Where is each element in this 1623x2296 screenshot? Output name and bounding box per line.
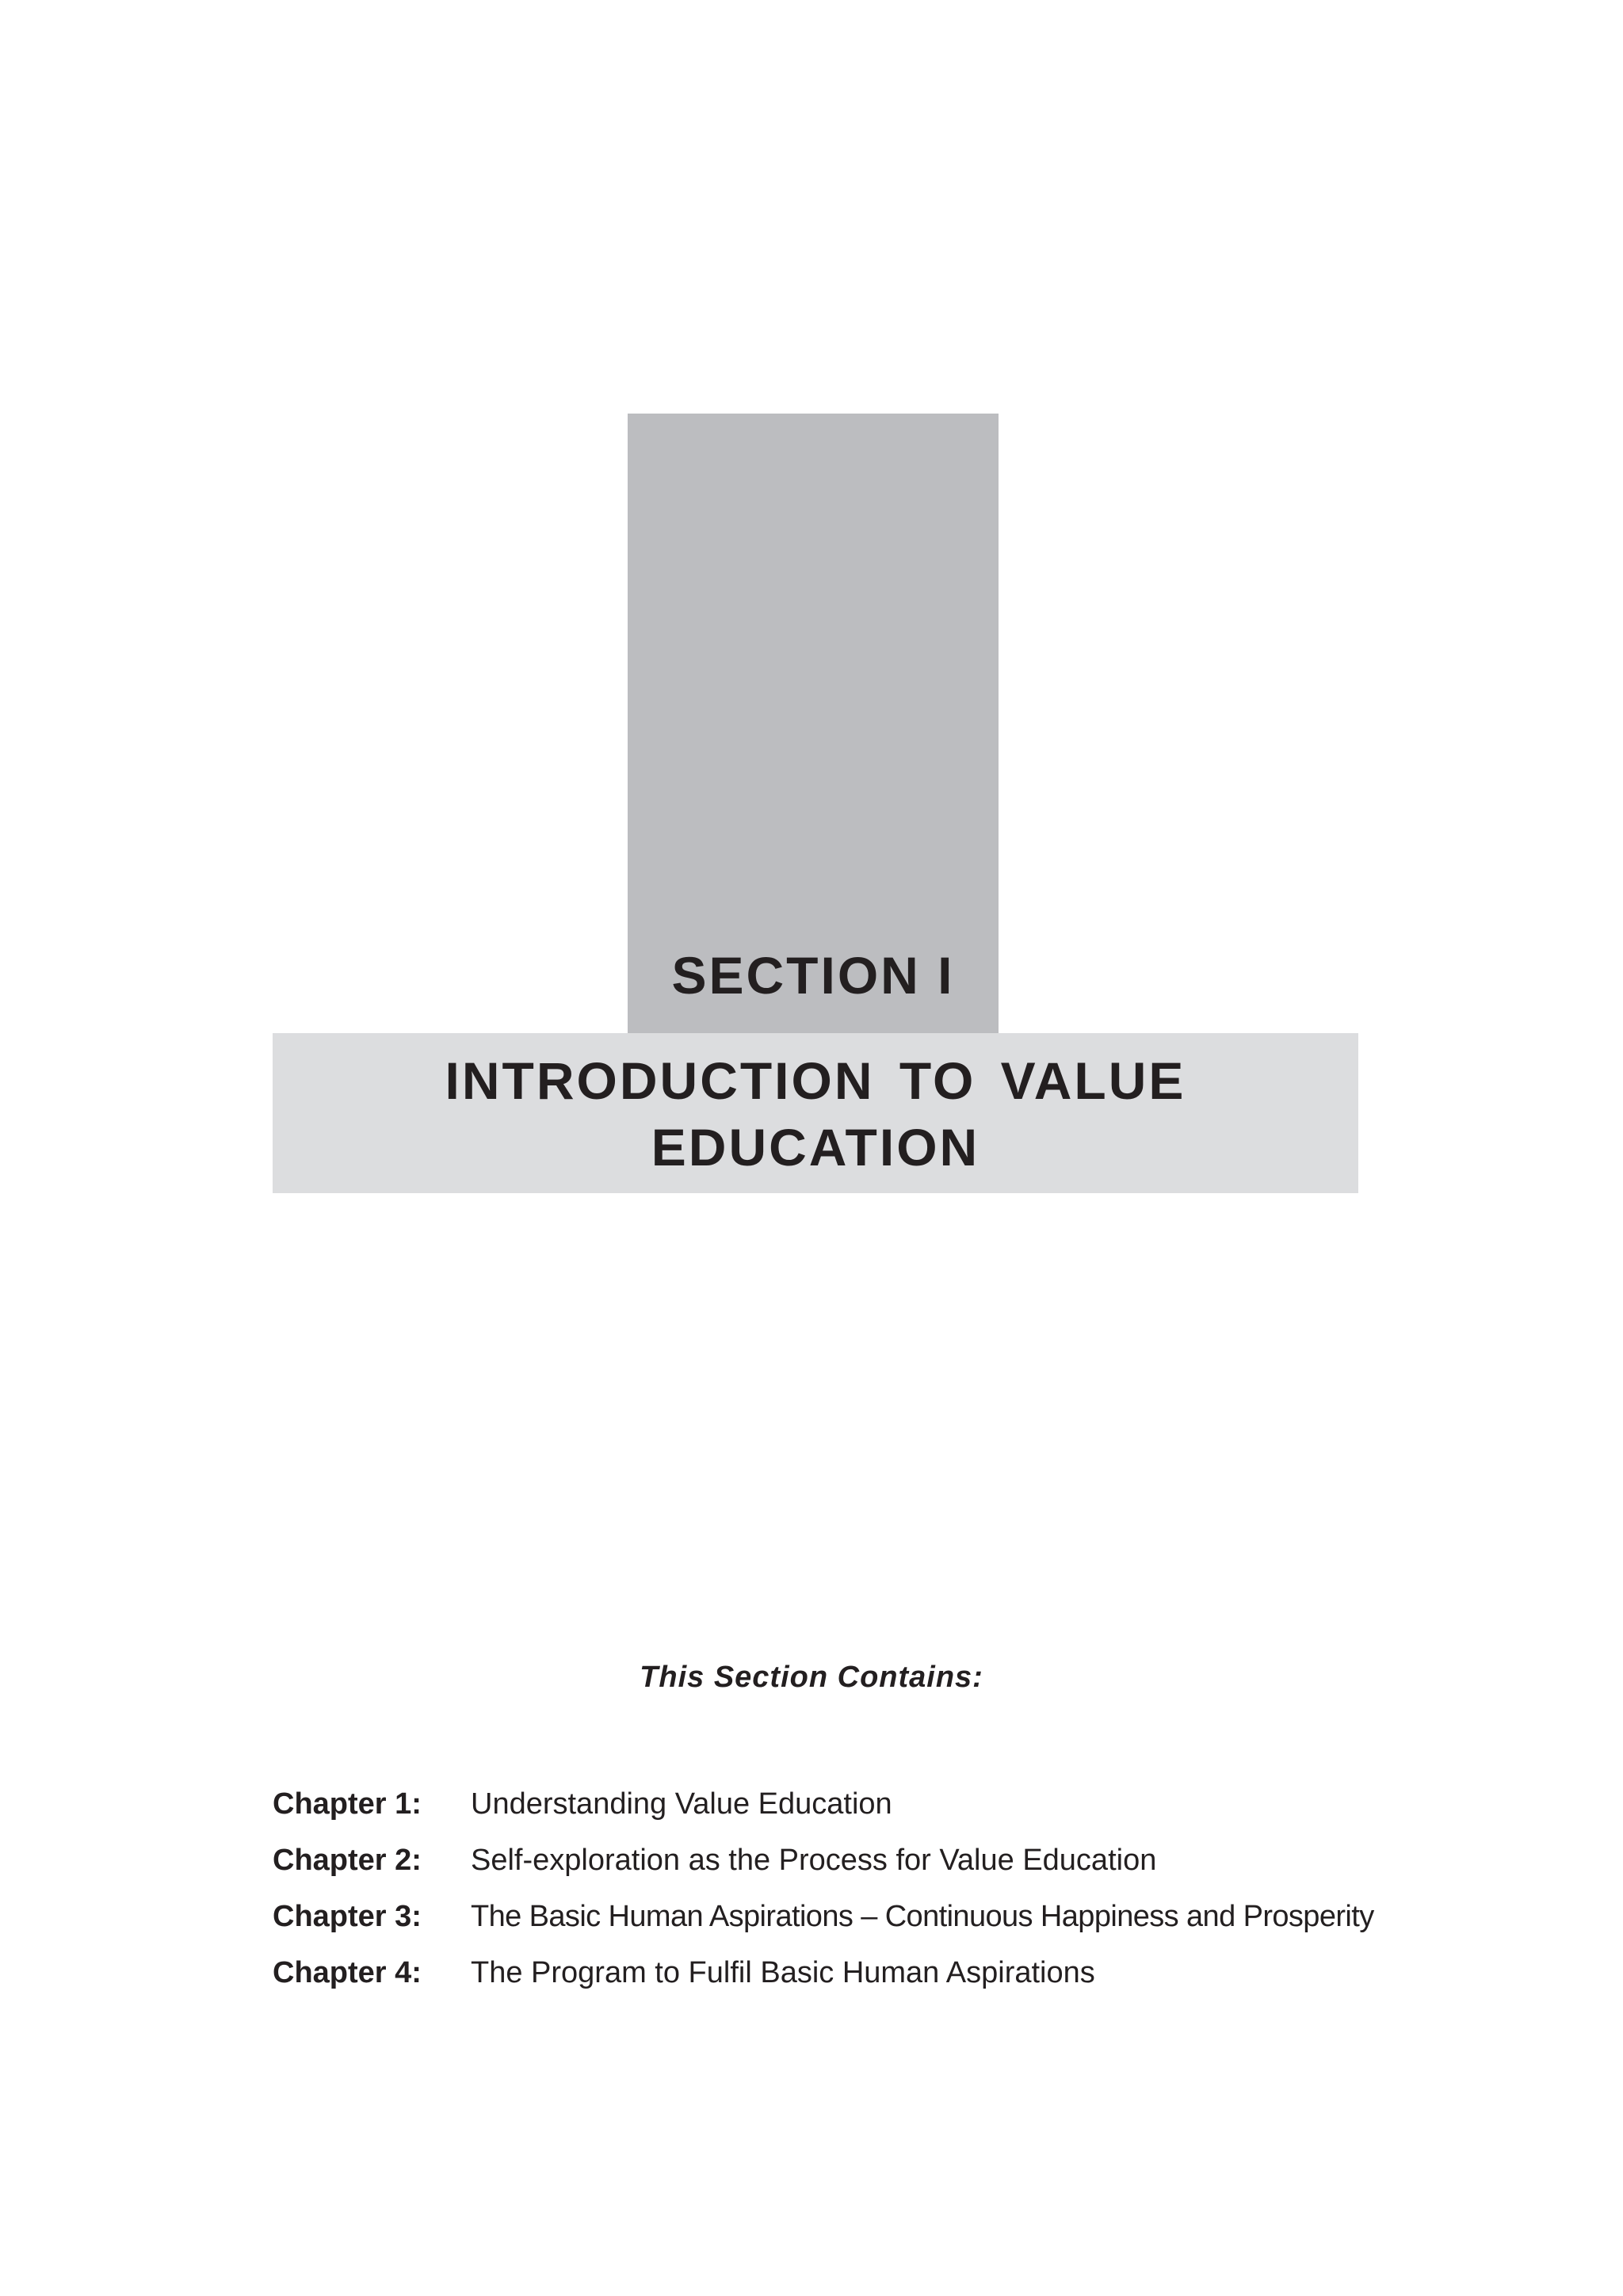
section-number-label: SECTION I bbox=[671, 946, 955, 1005]
chapter-number: Chapter 3: bbox=[273, 1900, 422, 1933]
section-title bbox=[273, 1047, 1358, 1180]
chapter-list bbox=[273, 1784, 1374, 2009]
chapter-entry-3 bbox=[273, 1897, 1374, 1953]
chapter-title: The Program to Fulfil Basic Human Aspirations bbox=[471, 1956, 1095, 1989]
chapter-title: Self-exploration as the Process for Value Education bbox=[471, 1844, 1157, 1877]
chapter-entry-1 bbox=[273, 1784, 1366, 1840]
chapter-number: Chapter 4: bbox=[273, 1956, 422, 1989]
contents-heading: This Section Contains: bbox=[640, 1661, 983, 1694]
chapter-title: The Basic Human Aspirations – Continuous Happiness and Prosperity bbox=[471, 1900, 1374, 1933]
chapter-entry-2 bbox=[273, 1840, 1366, 1897]
section-title-line-1: INTRODUCTION TO VALUE bbox=[445, 1051, 1186, 1110]
chapter-entry-4 bbox=[273, 1953, 1366, 2009]
chapter-number: Chapter 2: bbox=[273, 1844, 422, 1877]
section-title-line-2: EDUCATION bbox=[651, 1118, 980, 1177]
chapter-number: Chapter 1: bbox=[273, 1787, 422, 1821]
chapter-title: Understanding Value Education bbox=[471, 1787, 892, 1821]
